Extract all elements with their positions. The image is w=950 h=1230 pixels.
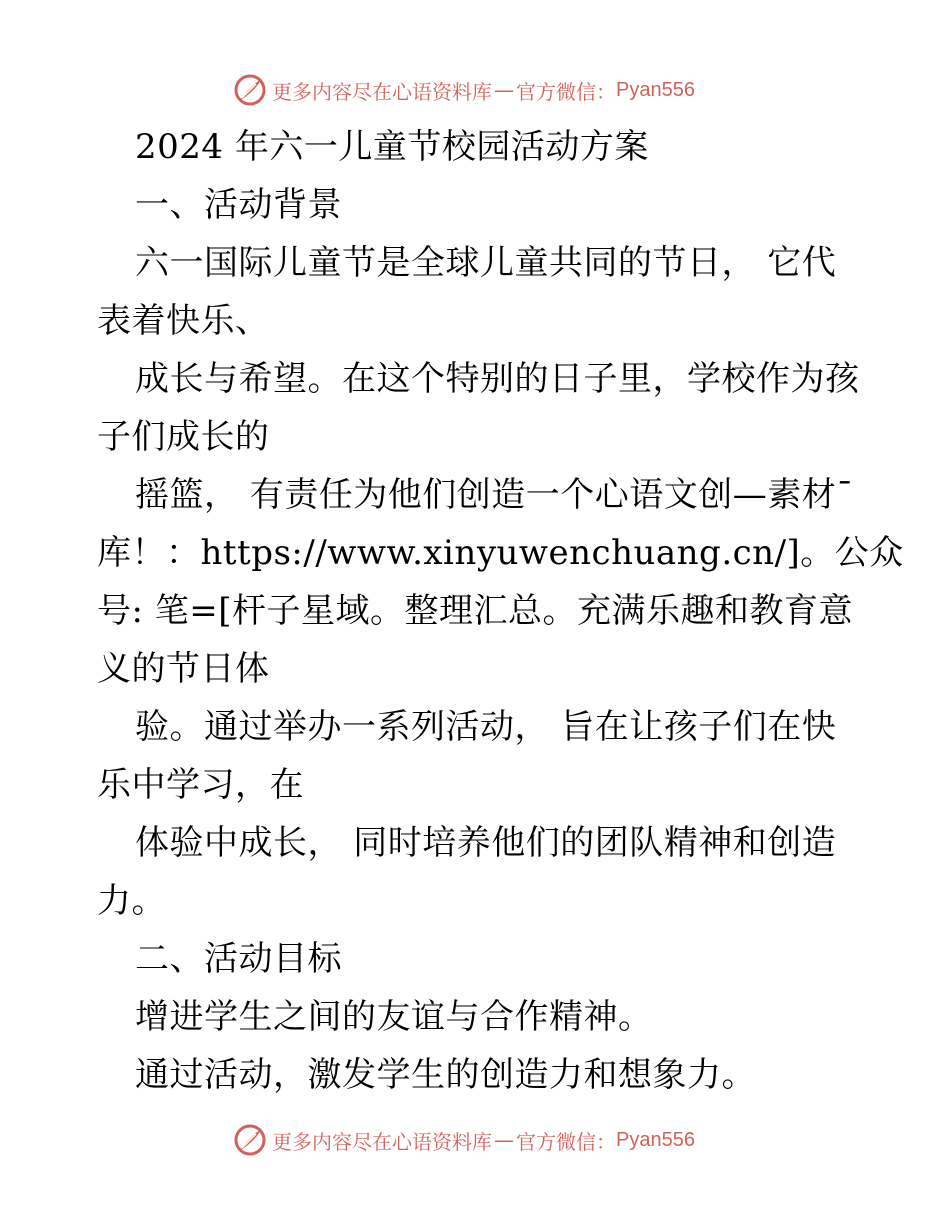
section-heading-background: 一、活动背景 [135,185,342,225]
section-heading-goals: 二、活动目标 [135,939,342,979]
paragraph-line: 子们成长的 [97,417,270,457]
feather-circle-logo-icon [232,1122,268,1158]
watermark-suffix: 官方微信： [516,1129,616,1154]
paragraph-line: 库！：https://www.xinyuwenchuang.cn/]。公众 [97,533,904,573]
paragraph-line: 力。 [97,881,166,921]
paragraph-line: 号: 笔=[杆子星域。整理汇总。充满乐趣和教育意 [97,591,854,631]
paragraph-line: 表着快乐、 [97,301,270,341]
paragraph-line: 乐中学习，在 [97,765,304,805]
paragraph-line: 成长与希望。在这个特别的日子里，学校作为孩 [135,359,860,399]
paragraph-line: 义的节日体 [97,649,270,689]
footer-watermark [232,1120,752,1160]
watermark-text: 更多内容尽在心语资料库 [272,1129,492,1154]
goal-item: 增进学生之间的友谊与合作精神。 [135,997,653,1037]
paragraph-line: 六一国际儿童节是全球儿童共同的节日， 它代 [135,243,837,283]
document-title: 2024 年六一儿童节校园活动方案 [135,127,649,167]
watermark-wechat: Pyan556 [616,1128,695,1151]
paragraph-line: 体验中成长， 同时培养他们的团队精神和创造 [135,823,837,863]
watermark-suffix: 官方微信： [516,79,616,104]
header-watermark [232,70,752,110]
watermark-wechat: Pyan556 [616,78,695,101]
goal-item: 通过活动，激发学生的创造力和想象力。 [135,1055,756,1095]
paragraph-line: 验。通过举办一系列活动， 旨在让孩子们在快 [135,707,837,747]
watermark-dash: — [494,1128,514,1152]
document-body [97,118,904,1104]
feather-circle-logo-icon [232,72,268,108]
paragraph-line: 摇篮， 有责任为他们创造一个心语文创—素材¯ [135,475,854,515]
watermark-dash: — [494,78,514,102]
watermark-text: 更多内容尽在心语资料库 [272,79,492,104]
